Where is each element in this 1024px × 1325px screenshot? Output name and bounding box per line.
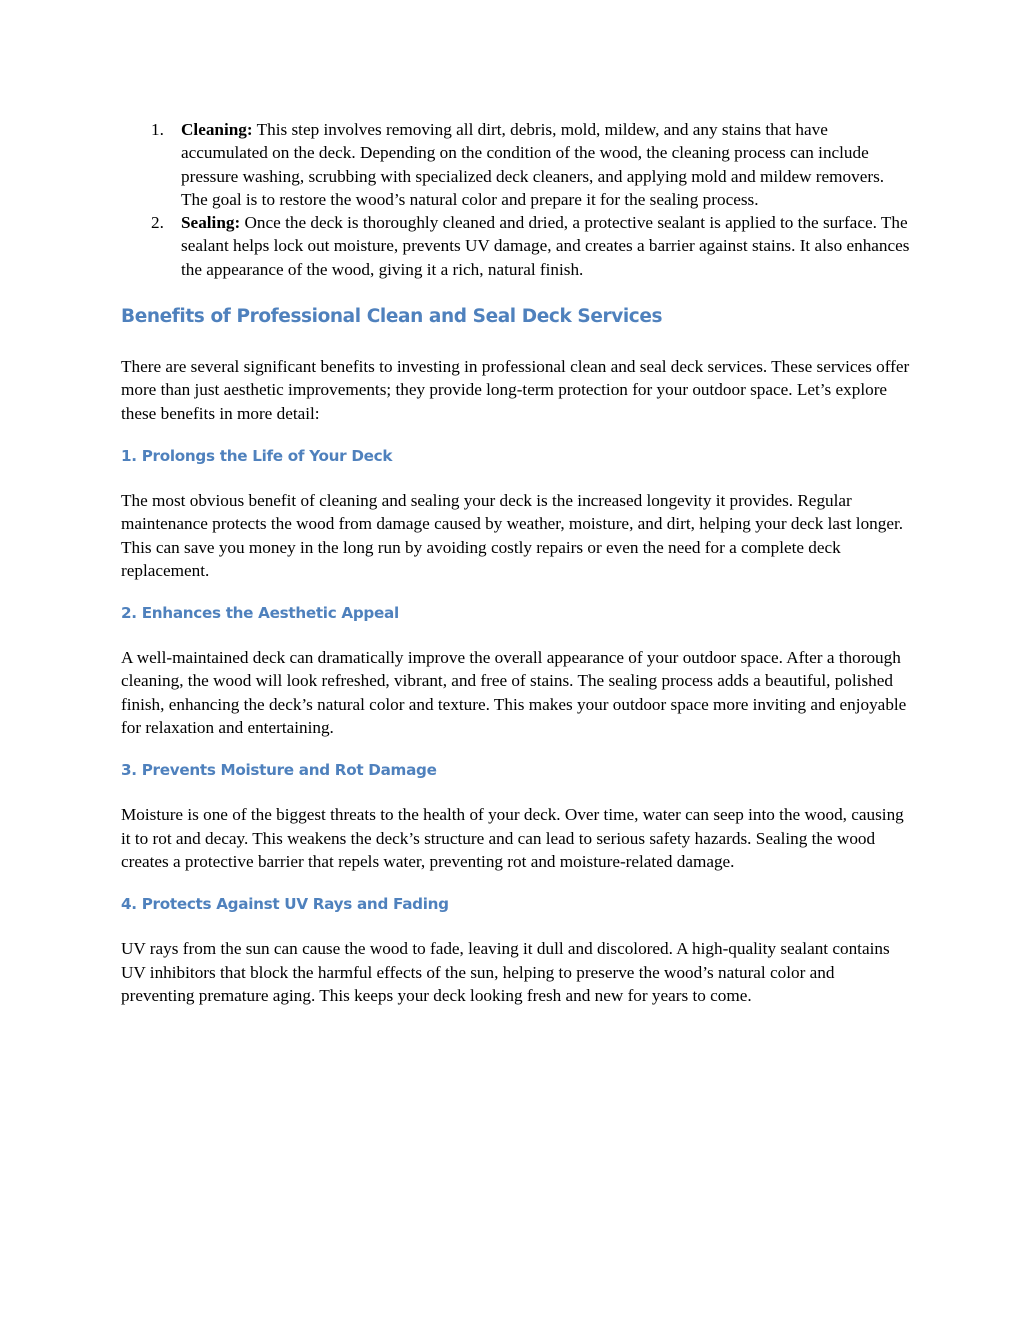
- benefit-heading: 2. Enhances the Aesthetic Appeal: [121, 604, 399, 623]
- list-item-number: 1.: [151, 120, 164, 139]
- list-item: [121, 118, 911, 211]
- list-item-text: Once the deck is thoroughly cleaned and dried, a protective sealant is applied to the surface. The sealant helps lock out moisture, prevents UV damage, and creates a barrier against stains. It also enhances the appearance of the wood, giving it a rich, natural finish.: [181, 213, 910, 279]
- benefit-paragraph: The most obvious benefit of cleaning and sealing your deck is the increased longevity it provides. Regular maintenance protects the wood from damage caused by weather, moisture, and dirt, helping your deck last longer. This can save you money in the long run by avoiding costly repairs or even the need for a complete deck replacement.: [121, 490, 904, 580]
- section-heading: Benefits of Professional Clean and Seal Deck Services: [121, 306, 663, 328]
- benefit-heading: 1. Prolongs the Life of Your Deck: [121, 446, 393, 465]
- list-item: [121, 211, 911, 281]
- benefit-paragraph: A well-maintained deck can dramatically improve the overall appearance of your outdoor space. After a thorough cleaning, the wood will look refreshed, vibrant, and free of stains. The sealing process adds a beautiful, polished finish, enhancing the deck’s natural color and texture. This makes your outdoor space more inviting and enjoyable for relaxation and entertaining.: [121, 648, 907, 738]
- benefit-heading: 3. Prevents Moisture and Rot Damage: [121, 761, 437, 780]
- benefit-heading: 4. Protects Against UV Rays and Fading: [121, 895, 449, 914]
- list-item-number: 2.: [151, 213, 164, 233]
- list-item-term: Cleaning:: [181, 120, 253, 139]
- document-page: [121, 118, 911, 1007]
- list-item-text: This step involves removing all dirt, debris, mold, mildew, and any stains that have accumulated on the deck. Depending on the condition of the wood, the cleaning process can include pressure washing, scrubbing with specialized deck cleaners, and applying mold and mildew removers. The goal is to restore the wood’s natural color and prepare it for the sealing process.: [181, 120, 885, 209]
- list-item-term: Sealing:: [181, 213, 241, 233]
- section-intro-paragraph: There are several significant benefits to investing in professional clean and seal deck services. These services offer more than just aesthetic improvements; they provide long-term protection for your outdoor space. Let’s explore these benefits in more detail:: [121, 357, 910, 423]
- benefit-paragraph: Moisture is one of the biggest threats to the health of your deck. Over time, water can seep into the wood, causing it to rot and decay. This weakens the deck’s structure and can lead to serious safety hazards. Sealing the wood creates a protective barrier that repels water, preventing rot and moisture-related damage.: [121, 805, 904, 871]
- benefit-paragraph: UV rays from the sun can cause the wood to fade, leaving it dull and discolored. A high-quality sealant contains UV inhibitors that block the harmful effects of the sun, helping to preserve the wood’s natural color and preventing premature aging. This keeps your deck looking fresh and new for years to come.: [121, 939, 890, 1005]
- process-steps-list: [121, 118, 911, 281]
